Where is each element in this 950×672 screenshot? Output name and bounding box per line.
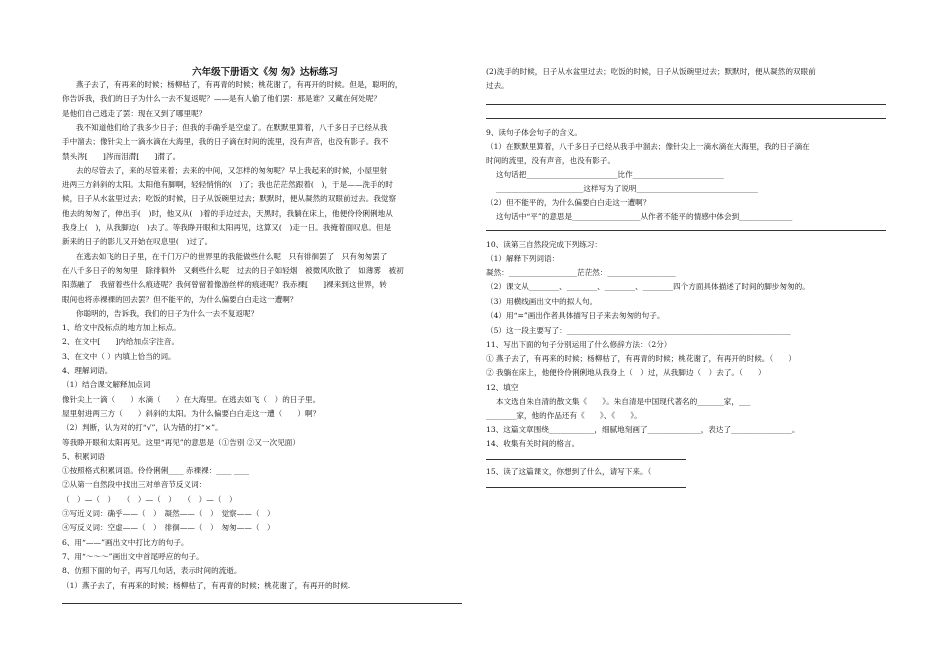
text-line: 屋里射进两三方（ ）斜斜的太阳。为什么偏要白白走这一遭（ ）啊？ [62, 408, 321, 418]
text-line: 15、读了这篇课文，你想到了什么，请写下来。（ [486, 467, 652, 476]
text-line: 你告诉我，我们的日子为什么一去不复返呢？——是有人偷了他们罢：那是谁？又藏在何处呢？ [62, 94, 381, 104]
text-line: 6、用“——”画出文中打比方的句子。 [62, 537, 189, 547]
text-line: 4、理解词语。 [62, 366, 113, 375]
text-line: 本文选自朱自清的散文集《 》。朱自清是中国现代著名的_______家，___ [496, 397, 751, 406]
text-line: （2）课文从________、________、________、________四个方面具体描述了时间的脚步匆匆的。 [486, 282, 810, 291]
text-line: 2、在文中[ ]内给加点字注音。 [62, 337, 180, 347]
text-line: 禁头涔[ ]涔而泪潸[ ]潸了。 [62, 151, 181, 161]
text-line: 10、读第三自然段完成下列练习： [486, 240, 602, 249]
text-line: 我身上( )，从我脚边( )去了。等我睁开眼和太阳再见，这算又( )走一日。我掩着面叹息。但是 [62, 223, 392, 232]
answer-line [486, 104, 886, 105]
text-line: ________家，他的作品还有《 》、《 》。 [486, 411, 642, 420]
text-line: 9、读句子体会句子的含义。 [486, 128, 582, 137]
answer-line [486, 487, 686, 488]
text-line: ①按照格式积累词语。伶伶俐俐____ 赤裸裸：____ ____ [62, 466, 250, 476]
text-line: （1）结合课文解释加点词 [62, 380, 151, 390]
text-line: ②从第一自然段中找出三对单音节反义词： [62, 480, 207, 490]
text-line: 12、填空 [486, 383, 519, 392]
text-line: 这句话中“平”的意思是__________________从作者不能平的情感中体会到______________ [496, 212, 793, 221]
text-line: 14、收集有关时间的格言。 [486, 439, 580, 448]
text-line: 他去的匆匆了，伸出手( )时，他又从( )着的手边过去，天黑时，我躺在床上，他便伶伶俐俐地从 [62, 208, 393, 218]
text-line: 候，日子从水盆里过去；吃饭的时候，日子从饭碗里过去；默默时，便从凝然的双眼前过去。我觉察 [62, 194, 397, 204]
text-line: （2）判断，认为对的打“√”，认为错的打“×”。 [62, 423, 223, 433]
text-line: （4）用“=”画出作者具体描写日子来去匆匆的句子。 [486, 311, 665, 320]
answer-line [486, 118, 886, 119]
text-line: 在八千多日子的匆匆里 除徘徊外 又剩些什么呢 过去的日子如轻烟 被微风吹散了 如薄雾 被初 [62, 265, 404, 275]
text-line: 我不知道他们给了我多少日子；但我的手确乎是空虚了。在默默里算着，八千多日子已经从我 [76, 122, 388, 132]
text-line: ④写反义词：空虚——（ ） 徘徊——（ ） 匆匆——（ ） [62, 523, 275, 533]
text-line: 眼间也将赤裸裸的回去罢？但不能平的，为什么偏要白白走这一遭啊？ [62, 294, 298, 304]
text-line: 燕子去了，有再来的时候；杨柳枯了，有再青的时候；桃花谢了，有再开的时候。但是，聪明的， [76, 80, 403, 89]
text-line: (2)洗手的时候，日子从水盆里过去；吃饭的时候，日子从饭碗里过去；默默时，便从凝然的双眼前 [486, 67, 816, 76]
text-line: （1）在默默里算着，八千多日子已经从我手中溜去；像针尖上一滴水滴在大海里，我的日子滴在 [486, 142, 810, 151]
text-line: 去的尽管去了，来的尽管来着；去来的中间，又怎样的匆匆呢？早上我起来的时候，小屋里射 [76, 165, 388, 175]
answer-line [62, 603, 462, 604]
text-line: （5）这一段主要写了：___________________________________________________________ [486, 326, 791, 335]
text-line: 3、在文中（ ）内填上恰当的词。 [62, 351, 176, 361]
text-line: 8、仿照下面的句子，再写几句话，表示时间的流逝。 [62, 566, 242, 576]
text-line: 时间的流里，没有声音，也没有影子。 [486, 156, 616, 165]
text-line: 13、这篇文章围绕____________，细腻地刻画了______________，表达了________________。 [486, 425, 800, 434]
text-line: 7、用“～～～”画出文中首尾呼应的句子。 [62, 551, 204, 561]
text-line: ① 燕子去了，有再来的时候；杨柳枯了，有再青的时候；桃花谢了，有再开的时候。（ ） [486, 354, 796, 363]
text-line: （1）燕子去了，有再来的时候；杨柳枯了，有再青的时候；桃花谢了，有再开的时候. [62, 580, 351, 590]
text-line: 11、写出下面的句子分别运用了什么修辞方法：（2分） [486, 340, 672, 349]
worksheet-title: 六年级下册语文《匆 匆》达标练习 [192, 67, 338, 78]
text-line: （3）用横线画出文中的拟人句。 [486, 297, 598, 306]
text-line: 5、积累词语 [62, 451, 105, 461]
answer-line [486, 230, 886, 231]
text-line: ③写近义词：确乎——（ ） 凝然——（ ） 觉察——（ ） [62, 509, 275, 518]
text-line: 像针尖上一滴（ ）水滴（ ）在大海里。在逃去如飞（ ）的日子里。 [62, 394, 321, 404]
answer-line [486, 459, 686, 460]
text-line: （ ）—（ ） （ ）—（ ） （ ）—（ ） [62, 494, 237, 504]
text-line: 这句话把________________________比作________________________ [496, 170, 724, 179]
text-line: 等我睁开眼和太阳再见。这里“再见”的意思是（①告别 ②又一次见面） [62, 437, 300, 447]
text-line: 过去。 [486, 81, 509, 90]
text-line: 进两三方斜斜的太阳。太阳他有脚啊，轻轻悄悄的( )了；我也茫茫然跟着( )，于是——洗手的时 [62, 180, 393, 190]
text-line: （2）但不能平的，为什么偏要白白走这一遭啊？ [486, 198, 651, 207]
text-line: （1）解释下列词语： [486, 254, 560, 263]
text-line: _______________________这样写为了说明________________________________ [496, 184, 758, 193]
text-line: 在逃去如飞的日子里，在千门万户的世界里的我能做些什么呢 只有徘徊罢了 只有匆匆罢了 [76, 251, 388, 261]
text-line: 手中溜去；像针尖上一滴水滴在大海里，我的日子滴在时间的流里，没有声音，也没有影子。我不 [62, 137, 389, 147]
text-line: 是他们自己逃走了罢：现在又到了哪里呢？ [62, 108, 207, 118]
text-line: 新来的日子的影儿又开始在叹息里( )过了。 [62, 237, 213, 247]
text-line: 你聪明的，告诉我，我们的日子为什么一去不复返呢？ [76, 308, 259, 318]
text-line: 1、给文中没标点的地方加上标点。 [62, 323, 181, 333]
text-line: ② 我躺在床上，他便伶伶俐俐地从我身上（ ）过，从我脚边（ ）去了。（ ） [486, 368, 766, 377]
text-line: 阳蒸融了 我留着些什么痕迹呢？我何曾留着像游丝样的痕迹呢？我赤裸[ ]裸来到这世界，转 [62, 280, 387, 290]
text-line: 凝然：__________________茫茫然：__________________ [486, 268, 676, 277]
